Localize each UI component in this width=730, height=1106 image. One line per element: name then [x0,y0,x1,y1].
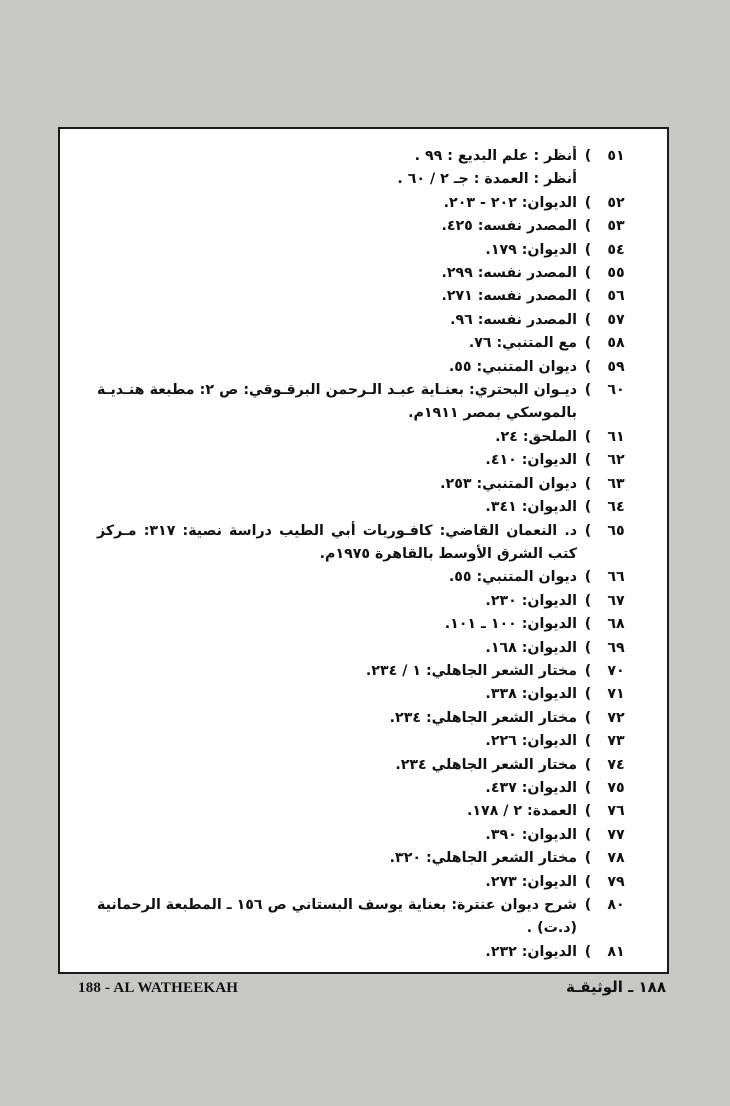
footnote-item [97,520,633,567]
footnote-paren: ) [584,803,592,820]
footnote-number: ٥٤ [607,241,625,258]
footnote-number: ٧٣ [607,733,625,750]
footnote-text: أنظر : علم البديع : ٩٩ . أنظر : العمدة : جـ ٢ / ٦٠ . [397,148,577,188]
footnote-text: الديوان: ٢٣٠. [485,592,577,609]
footnote-text: مختار الشعر الجاهلي: ٣٢٠. [389,850,577,867]
footnote-paren: ) [584,522,592,539]
footnote-text: ديوان المتنبي: ٢٥٣. [440,475,577,492]
footnote-item [97,660,633,683]
footnote-paren: ) [584,850,592,867]
footnote-number: ٦٦ [607,569,625,586]
footnote-item [97,730,633,753]
footnote-text: ديوان المتنبي: ٥٥. [448,358,577,375]
footnote-item [97,894,633,941]
footnote-paren: ) [584,288,592,305]
footnote-number: ٥١ [607,148,625,164]
footnote-text: العمدة: ٢ / ١٧٨. [466,803,577,820]
footnote-text: المصدر نفسه: ٢٩٩. [441,265,577,282]
footnote-number: ٧٩ [607,873,625,890]
footnote-text: الديوان: ١٠٠ ـ ١٠١. [444,616,577,633]
footnote-paren: ) [584,616,592,633]
footnote-number: ٧١ [607,686,625,703]
footnote-number: ٧٤ [607,756,625,773]
footnote-item [97,683,633,706]
footnote-paren: ) [584,639,592,656]
footnote-paren: ) [584,779,592,796]
footnote-item [97,379,633,426]
footnote-item [97,356,633,379]
footnote-text: الملحق: ٢٤. [495,428,577,445]
footnote-paren: ) [584,452,592,469]
footnote-item [97,309,633,332]
footnote-text: المصدر نفسه: ٩٦. [450,311,577,328]
footnote-item [97,496,633,519]
footnote-paren: ) [584,826,592,843]
footnote-number: ٥٧ [607,311,625,328]
footnote-paren: ) [584,733,592,750]
footnote-paren: ) [584,662,592,679]
footnote-text: مختار الشعر الجاهلي: ٢٣٤. [389,709,577,726]
footnote-text: الديوان: ٤١٠. [485,452,577,469]
footnote-text: الديوان: ١٧٩. [485,241,577,258]
footnote-item [97,941,633,964]
footnote-paren: ) [584,592,592,609]
footnote-number: ٦٨ [607,616,625,633]
footnote-text: الديوان: ١٦٨. [485,639,577,656]
footnote-number: ٨١ [607,943,625,960]
footnote-text: الديوان: ٢٠٢ - ٢٠٣. [443,194,577,211]
footnote-item [97,192,633,215]
footnote-item [97,590,633,613]
footnote-item [97,871,633,894]
footnote-number: ٦١ [607,428,625,445]
footnote-number: ٥٢ [607,194,625,211]
footnote-number: ٦٠ [607,382,625,399]
footnote-item [97,754,633,777]
footnote-paren: ) [584,897,592,913]
footnote-text: د. النعمان القاضي: كافـوريات أبي الطيب دراسة نصية: ٣١٧: مـركز كتب الشرق الأوسط بالقاهرة ١٩٧٥م. [97,522,577,562]
footnote-number: ٦٣ [607,475,625,492]
footnote-item [97,145,633,192]
footnote-item [97,426,633,449]
footnotes-list [97,145,633,964]
footnote-paren: ) [584,756,592,773]
footnote-paren: ) [584,335,592,352]
footnote-item [97,707,633,730]
footnote-number: ٦٢ [607,452,625,469]
footnote-item [97,824,633,847]
footnote-item [97,473,633,496]
footnote-item [97,239,633,262]
footnote-text: ديوان المتنبي: ٥٥. [448,569,577,586]
footnote-paren: ) [584,358,592,375]
footnote-item [97,637,633,660]
footnote-text: شرح ديوان عنترة: بعناية يوسف البستاني ص ١٥٦ ـ المطبعة الرحمانية (د.ت) . [97,897,577,937]
footnote-number: ٧٧ [607,826,625,843]
footnote-paren: ) [584,148,592,164]
footnote-item [97,847,633,870]
footnote-paren: ) [584,241,592,258]
footnote-text: ديـوان البحتري: بعنـاية عبـد الـرحمن البرقـوقي: ص ٢: مطبعة هنـديـة بالموسكي بمصر ١٩١١م. [97,382,577,422]
footer-page-label-arabic: ١٨٨ ـ الوثيقـة [566,978,666,996]
footnote-number: ٧٦ [607,803,625,820]
footnote-text: الديوان: ٢٢٦. [485,733,577,750]
footnote-paren: ) [584,218,592,235]
footnote-paren: ) [584,428,592,445]
footer-page-label-latin: 188 - AL WATHEEKAH [78,980,239,996]
footnote-number: ٦٩ [607,639,625,656]
footnote-paren: ) [584,709,592,726]
footnote-paren: ) [584,475,592,492]
footnote-number: ٥٩ [607,358,625,375]
footnote-item [97,215,633,238]
footnote-paren: ) [584,686,592,703]
footnote-number: ٧٠ [607,662,625,679]
footnote-item [97,777,633,800]
footnote-number: ٦٤ [607,499,625,516]
footnote-number: ٥٥ [607,265,625,282]
footnote-text: الديوان: ٣٣٨. [485,686,577,703]
footnote-paren: ) [584,499,592,516]
footnote-paren: ) [584,382,592,399]
footnote-number: ٥٦ [607,288,625,305]
footnote-text: الديوان: ٤٣٧. [485,779,577,796]
footnote-paren: ) [584,873,592,890]
footnote-text: المصدر نفسه: ٤٢٥. [441,218,577,235]
footnote-item [97,800,633,823]
footnote-item [97,613,633,636]
footnote-text: مع المتنبي: ٧٦. [468,335,577,352]
footnote-item [97,285,633,308]
footnote-number: ٥٣ [607,218,625,235]
footnote-number: ٥٨ [607,335,625,352]
footnote-number: ٦٥ [607,522,625,539]
footnote-number: ٧٢ [607,709,625,726]
footnote-text: الديوان: ٣٩٠. [485,826,577,843]
footnote-item [97,449,633,472]
footnote-paren: ) [584,194,592,211]
footnote-number: ٧٥ [607,779,625,796]
footnote-text: الديوان: ٢٧٣. [485,873,577,890]
footnote-item [97,566,633,589]
footnote-item [97,262,633,285]
footnote-paren: ) [584,569,592,586]
footnote-item [97,332,633,355]
footnote-number: ٦٧ [607,592,625,609]
footnote-text: الديوان: ٢٣٢. [485,943,577,960]
footnote-text: مختار الشعر الجاهلي ٢٣٤. [395,756,577,773]
footnote-text: مختار الشعر الجاهلي: ١ / ٢٣٤. [365,662,577,679]
footnote-text: الديوان: ٣٤١. [485,499,577,516]
footnote-number: ٧٨ [607,850,625,867]
footnote-paren: ) [584,265,592,282]
footnote-text: المصدر نفسه: ٢٧١. [441,288,577,305]
footnote-number: ٨٠ [607,897,625,913]
footnote-paren: ) [584,311,592,328]
footnote-paren: ) [584,943,592,960]
